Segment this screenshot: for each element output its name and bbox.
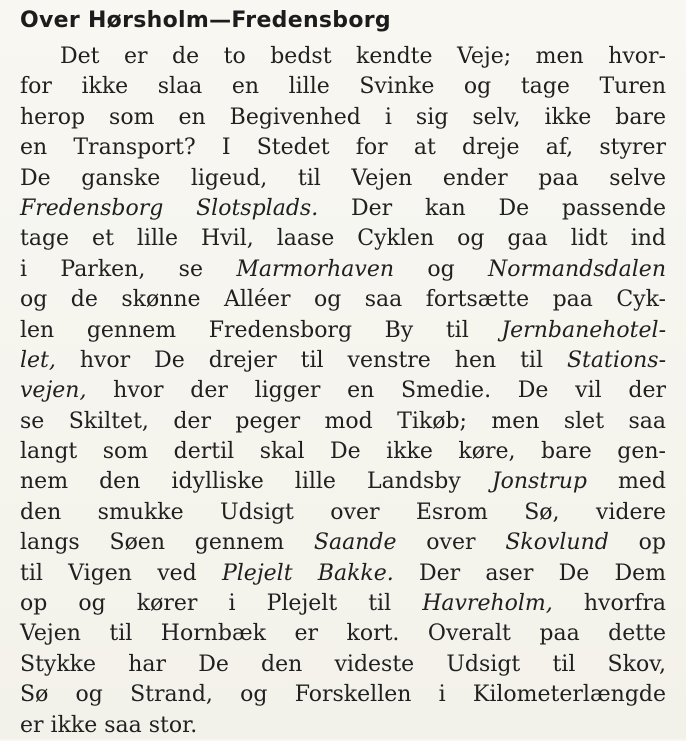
body-paragraph: [20, 42, 666, 741]
text-line: [20, 437, 666, 467]
text-run: nem den idylliske lille Landsby: [20, 469, 492, 495]
text-line: [20, 224, 666, 254]
text-run: op og kører i Plejelt til: [20, 591, 423, 617]
text-run: langs Søen gennem: [20, 530, 314, 556]
text-line: [20, 194, 666, 224]
italic-place-name: Stations-: [566, 347, 666, 373]
text-run: herop som en Begivenhed i sig selv, ikke bare: [20, 104, 666, 130]
text-run: er ikke saa stor.: [20, 712, 198, 738]
text-line: [20, 376, 666, 406]
text-line: [20, 407, 666, 437]
italic-place-name: Jernbanehotel-: [501, 317, 666, 343]
text-run: De ganske ligeud, til Vejen ender paa selve: [20, 165, 666, 191]
italic-place-name: Saande: [313, 530, 397, 556]
text-line: [20, 164, 666, 194]
text-run: med: [586, 469, 666, 495]
text-run: hvor der ligger en Smedie. De vil der: [86, 378, 666, 404]
text-run: Der kan De passende: [318, 195, 666, 221]
text-run: len gennem Fredensborg By til: [20, 317, 502, 343]
text-run: i Parken, se: [20, 256, 237, 282]
italic-place-name: vejen,: [20, 378, 87, 404]
text-run: Der aser De Dem: [393, 560, 666, 586]
text-run: Sø og Strand, og Forskellen i Kilometerlængde: [20, 682, 666, 708]
text-run: den smukke Udsigt over Esrom Sø, videre: [20, 499, 666, 525]
text-line: [20, 467, 666, 497]
text-run: hvorfra: [552, 591, 666, 617]
text-run: over: [396, 530, 506, 556]
text-run: til Vigen ved: [20, 560, 222, 586]
italic-place-name: Jonstrup: [491, 469, 587, 495]
text-run: hvor De drejer til venstre hen til: [55, 347, 567, 373]
text-run: en Transport? I Stedet for at dreje af, styrer: [20, 135, 666, 161]
italic-place-name: let,: [20, 347, 56, 373]
text-line: [20, 498, 666, 528]
text-run: Stykke har De den videste Udsigt til Skov,: [20, 651, 666, 677]
text-line: [20, 255, 666, 285]
text-run: op: [608, 530, 666, 556]
italic-place-name: Marmorhaven: [236, 256, 395, 282]
text-run: Det er de to bedst kendte Veje; men hvor-: [60, 44, 666, 69]
italic-place-name: Havreholm,: [422, 591, 553, 617]
text-run: se Skiltet, der peger mod Tikøb; men slet saa: [20, 408, 666, 434]
text-line: [20, 133, 666, 163]
text-line: [20, 528, 666, 558]
italic-place-name: Normandsdalen: [488, 256, 666, 282]
text-run: og de skønne Alléer og saa fortsætte paa Cyk-: [20, 287, 666, 313]
italic-place-name: Fredensborg Slotsplads.: [20, 195, 319, 221]
text-line: [20, 316, 666, 346]
section-heading: Over Hørsholm—Fredensborg: [20, 8, 391, 33]
text-line: [20, 589, 666, 619]
italic-place-name: Skovlund: [505, 530, 609, 556]
text-line: [20, 680, 666, 710]
text-line: [20, 711, 666, 741]
text-run: og: [394, 256, 489, 282]
text-line: [20, 72, 666, 102]
text-run: for ikke slaa en lille Svinke og tage Turen: [20, 74, 666, 100]
text-line: [20, 650, 666, 680]
text-line: [20, 42, 666, 72]
text-run: langt som dertil skal De ikke køre, bare gen-: [20, 439, 666, 465]
text-line: [20, 619, 666, 649]
text-line: [20, 346, 666, 376]
text-run: tage et lille Hvil, laase Cyklen og gaa lidt ind: [20, 226, 666, 252]
italic-place-name: Plejelt Bakke.: [221, 560, 394, 586]
text-line: [20, 285, 666, 315]
text-line: [20, 559, 666, 589]
text-run: Vejen til Hornbæk er kort. Overalt paa dette: [20, 621, 666, 647]
text-line: [20, 103, 666, 133]
